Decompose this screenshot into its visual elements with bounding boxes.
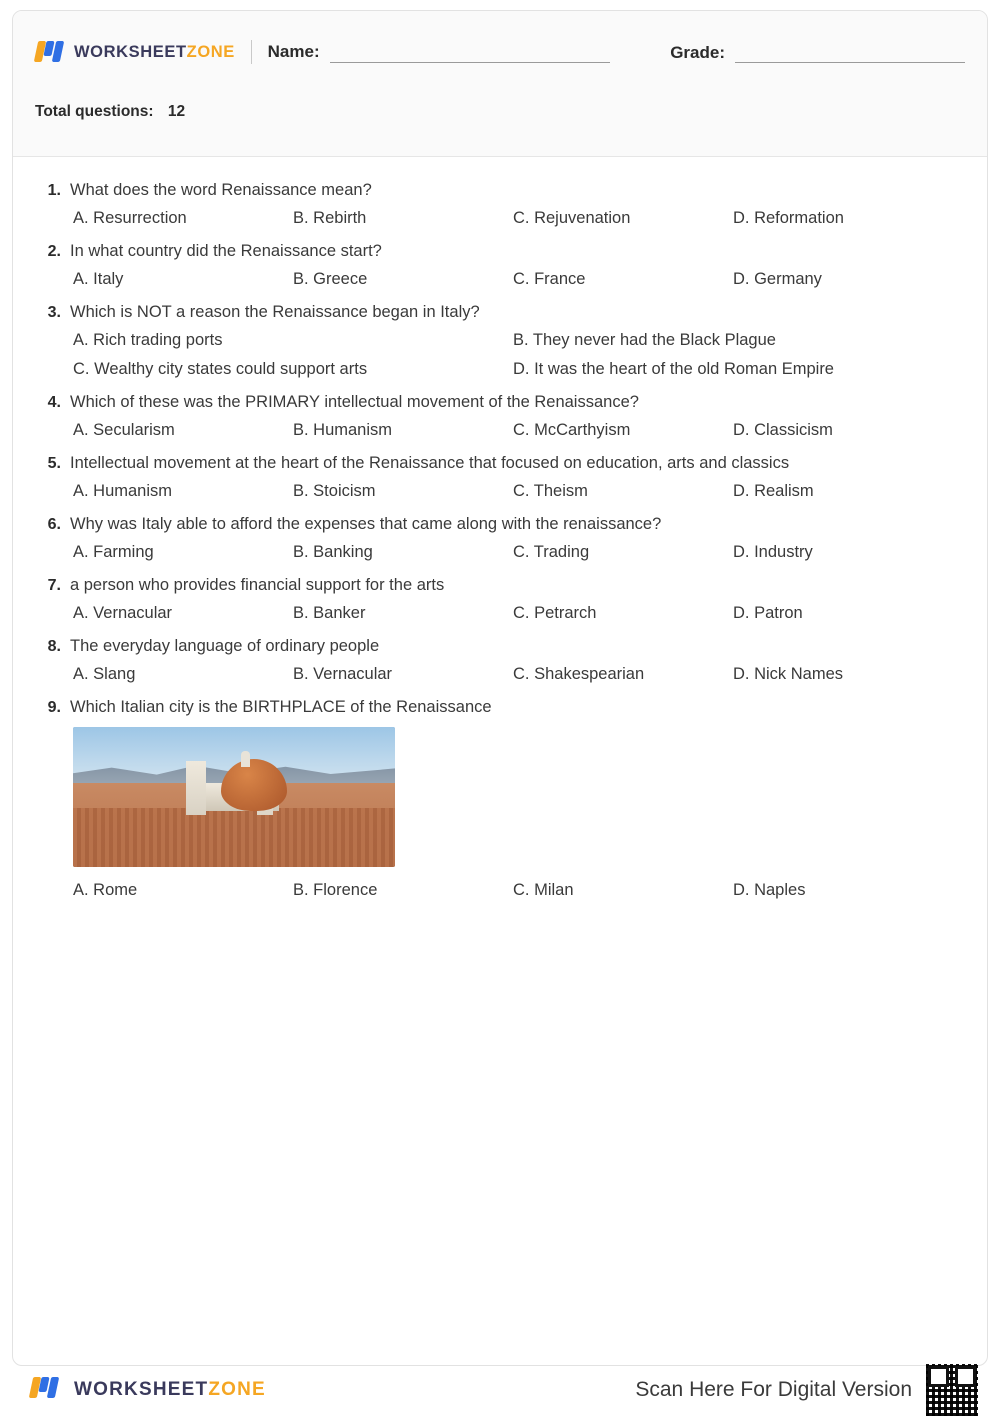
grade-field [670,42,965,63]
question-number: 9. [47,699,61,716]
question-number: 7. [47,577,61,594]
answer-option-d[interactable]: D. Industry [733,543,813,561]
answer-options [43,421,961,440]
question-heading [43,242,961,261]
answer-option-d[interactable]: D. It was the heart of the old Roman Empire [513,360,834,378]
question-image-florence [73,727,395,867]
answer-option-c[interactable]: C. Rejuvenation [513,209,631,227]
answer-option-b[interactable]: B. Humanism [293,421,393,439]
answer-options [43,604,961,623]
answer-option-c[interactable]: C. Milan [513,881,574,899]
question-item [43,181,961,228]
question-heading [43,515,961,534]
worksheet-footer [12,1366,988,1414]
question-text: Intellectual movement at the heart of the Renaissance that focused on education, arts and classics [70,454,790,472]
question-number: 4. [47,394,61,411]
worksheet-zone-logo-icon [35,37,65,67]
header-top-row [13,11,987,75]
question-number: 3. [47,304,61,321]
question-number: 1. [47,182,61,199]
scan-text: Scan Here For Digital Version [635,1378,912,1401]
worksheet-page [12,10,988,1366]
brand-logo [35,37,235,67]
question-heading [43,181,961,200]
question-heading [43,637,961,656]
answer-option-c[interactable]: C. Shakespearian [513,665,645,683]
answer-option-c[interactable]: C. Theism [513,482,588,500]
answer-options [43,665,961,684]
question-text: Which Italian city is the BIRTHPLACE of the Renaissance [70,698,492,716]
answer-options [43,360,961,379]
answer-option-d[interactable]: D. Patron [733,604,803,622]
answer-option-b[interactable]: B. Stoicism [293,482,376,500]
question-number: 8. [47,638,61,655]
question-item [43,454,961,501]
brand-name-part1: WORKSHEET [74,42,187,61]
question-text: Why was Italy able to afford the expenses that came along with the renaissance? [70,515,662,533]
answer-option-a[interactable]: A. Vernacular [73,604,173,622]
question-heading [43,698,961,717]
answer-option-a[interactable]: A. Secularism [73,421,175,439]
answer-option-d[interactable]: D. Germany [733,270,822,288]
question-heading [43,576,961,595]
answer-option-c[interactable]: C. McCarthyism [513,421,631,439]
answer-option-c[interactable]: C. Trading [513,543,590,561]
answer-option-b[interactable]: B. Banker [293,604,366,622]
answer-option-b[interactable]: B. Greece [293,270,368,288]
answer-option-a[interactable]: A. Italy [73,270,124,288]
question-text: In what country did the Renaissance start? [70,242,382,260]
question-item [43,303,961,379]
question-text: Which is NOT a reason the Renaissance began in Italy? [70,303,480,321]
answer-option-d[interactable]: D. Reformation [733,209,844,227]
answer-option-a[interactable]: A. Rich trading ports [73,331,223,349]
answer-option-c[interactable]: C. France [513,270,586,288]
question-text: a person who provides financial support for the arts [70,576,445,594]
grade-label: Grade: [670,42,725,62]
answer-option-b[interactable]: B. Vernacular [293,665,393,683]
total-questions-label: Total questions: [35,103,154,120]
question-item [43,637,961,684]
questions-list [13,157,987,900]
question-item [43,515,961,562]
answer-options [43,881,961,900]
answer-option-c[interactable]: C. Petrarch [513,604,597,622]
question-number: 5. [47,455,61,472]
answer-options [43,270,961,289]
answer-option-a[interactable]: A. Slang [73,665,136,683]
worksheet-zone-logo-icon [30,1373,64,1407]
answer-option-a[interactable]: A. Farming [73,543,154,561]
footer-scan-area [635,1364,978,1416]
total-questions-count: 12 [167,103,186,120]
qr-code-icon[interactable] [926,1364,978,1416]
answer-option-d[interactable]: D. Naples [733,881,806,899]
total-questions [13,75,987,121]
question-text: The everyday language of ordinary people [70,637,380,655]
question-number: 2. [47,243,61,260]
question-heading [43,454,961,473]
question-item [43,393,961,440]
footer-brand-name-part1: WORKSHEET [74,1379,209,1400]
name-label: Name: [267,42,320,61]
answer-option-d[interactable]: D. Nick Names [733,665,844,683]
header-divider [251,40,252,64]
answer-options [43,543,961,562]
answer-option-d[interactable]: D. Classicism [733,421,833,439]
answer-option-b[interactable]: B. They never had the Black Plague [513,331,776,349]
answer-option-a[interactable]: A. Humanism [73,482,173,500]
answer-option-b[interactable]: B. Rebirth [293,209,367,227]
brand-name [74,43,235,62]
question-item [43,576,961,623]
answer-options [43,482,961,501]
grade-input-line[interactable] [735,42,965,63]
answer-option-a[interactable]: A. Rome [73,881,138,899]
answer-option-b[interactable]: B. Florence [293,881,378,899]
answer-option-c[interactable]: C. Wealthy city states could support arts [73,360,368,378]
footer-brand-name-part2: ZONE [208,1379,266,1400]
question-heading [43,393,961,412]
worksheet-header [13,11,987,157]
question-text: Which of these was the PRIMARY intellectual movement of the Renaissance? [70,393,639,411]
answer-option-d[interactable]: D. Realism [733,482,814,500]
question-text: What does the word Renaissance mean? [70,181,372,199]
question-number: 6. [47,516,61,533]
question-item [43,242,961,289]
footer-brand-logo [30,1373,266,1407]
answer-option-a[interactable]: A. Resurrection [73,209,187,227]
question-heading [43,303,961,322]
name-input-line[interactable] [330,42,611,63]
answer-options [43,209,961,228]
question-item [43,698,961,900]
answer-options [43,331,961,350]
brand-name-part2: ZONE [186,42,235,61]
answer-option-b[interactable]: B. Banking [293,543,373,561]
footer-brand-name [74,1379,266,1401]
